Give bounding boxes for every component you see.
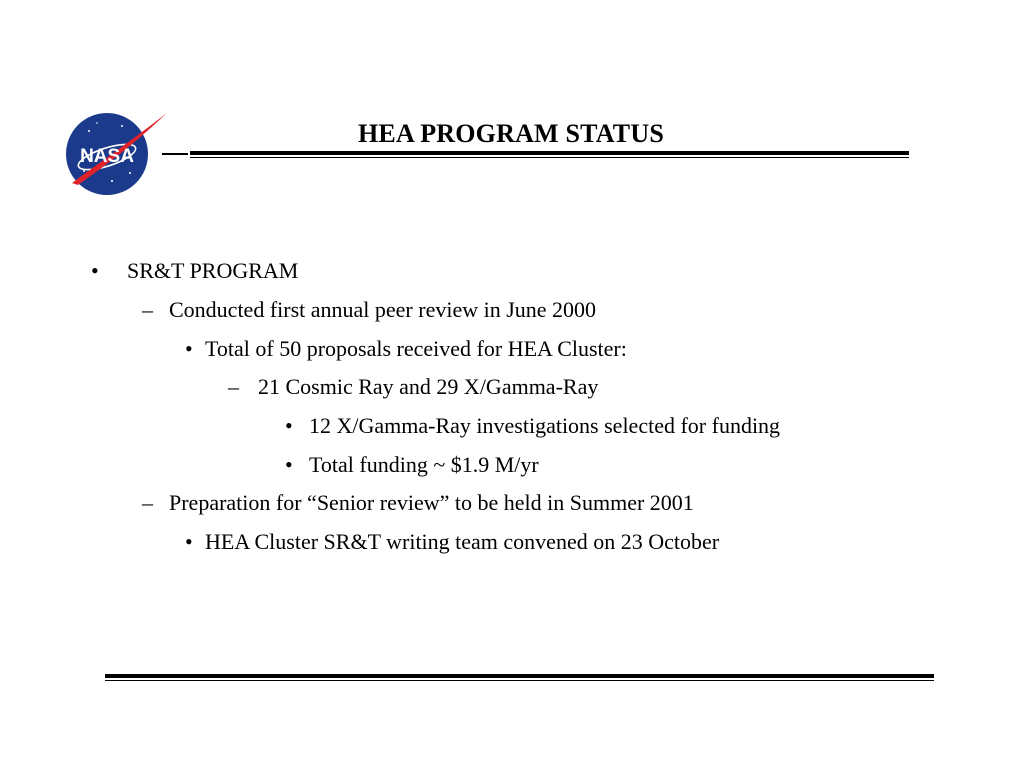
nasa-wordmark: NASA: [80, 146, 134, 167]
header-rule-thick: [190, 151, 909, 155]
bullet-text: 21 Cosmic Ray and 29 X/Gamma-Ray: [258, 374, 599, 399]
bullet-marker: •: [185, 529, 193, 554]
bullet-text: Preparation for “Senior review” to be held in Summer 2001: [169, 490, 694, 515]
footer-rule-thin: [105, 680, 934, 681]
bullet-text: Total of 50 proposals received for HEA Cluster:: [205, 336, 627, 361]
bullet-text: SR&T PROGRAM: [127, 258, 299, 283]
bullet-marker: –: [142, 490, 153, 515]
bullet-marker: •: [185, 336, 193, 361]
footer-rule-thick: [105, 674, 934, 678]
nasa-logo: [64, 111, 168, 197]
header-rule-thin: [190, 157, 909, 158]
bullet-marker: •: [285, 413, 293, 438]
bullet-marker: •: [285, 452, 293, 477]
bullet-marker: –: [142, 297, 153, 322]
bullet-text: 12 X/Gamma-Ray investigations selected for funding: [309, 413, 781, 438]
bullet-marker: –: [228, 374, 239, 399]
slide-title: HEA PROGRAM STATUS: [357, 119, 664, 148]
bullet-marker: •: [91, 258, 99, 283]
header-rule-stub: [162, 153, 188, 155]
bullet-text: HEA Cluster SR&T writing team convened on 23 October: [205, 529, 720, 554]
bullet-text: Conducted first annual peer review in June 2000: [169, 297, 597, 322]
bullet-text: Total funding ~ $1.9 M/yr: [309, 452, 539, 477]
